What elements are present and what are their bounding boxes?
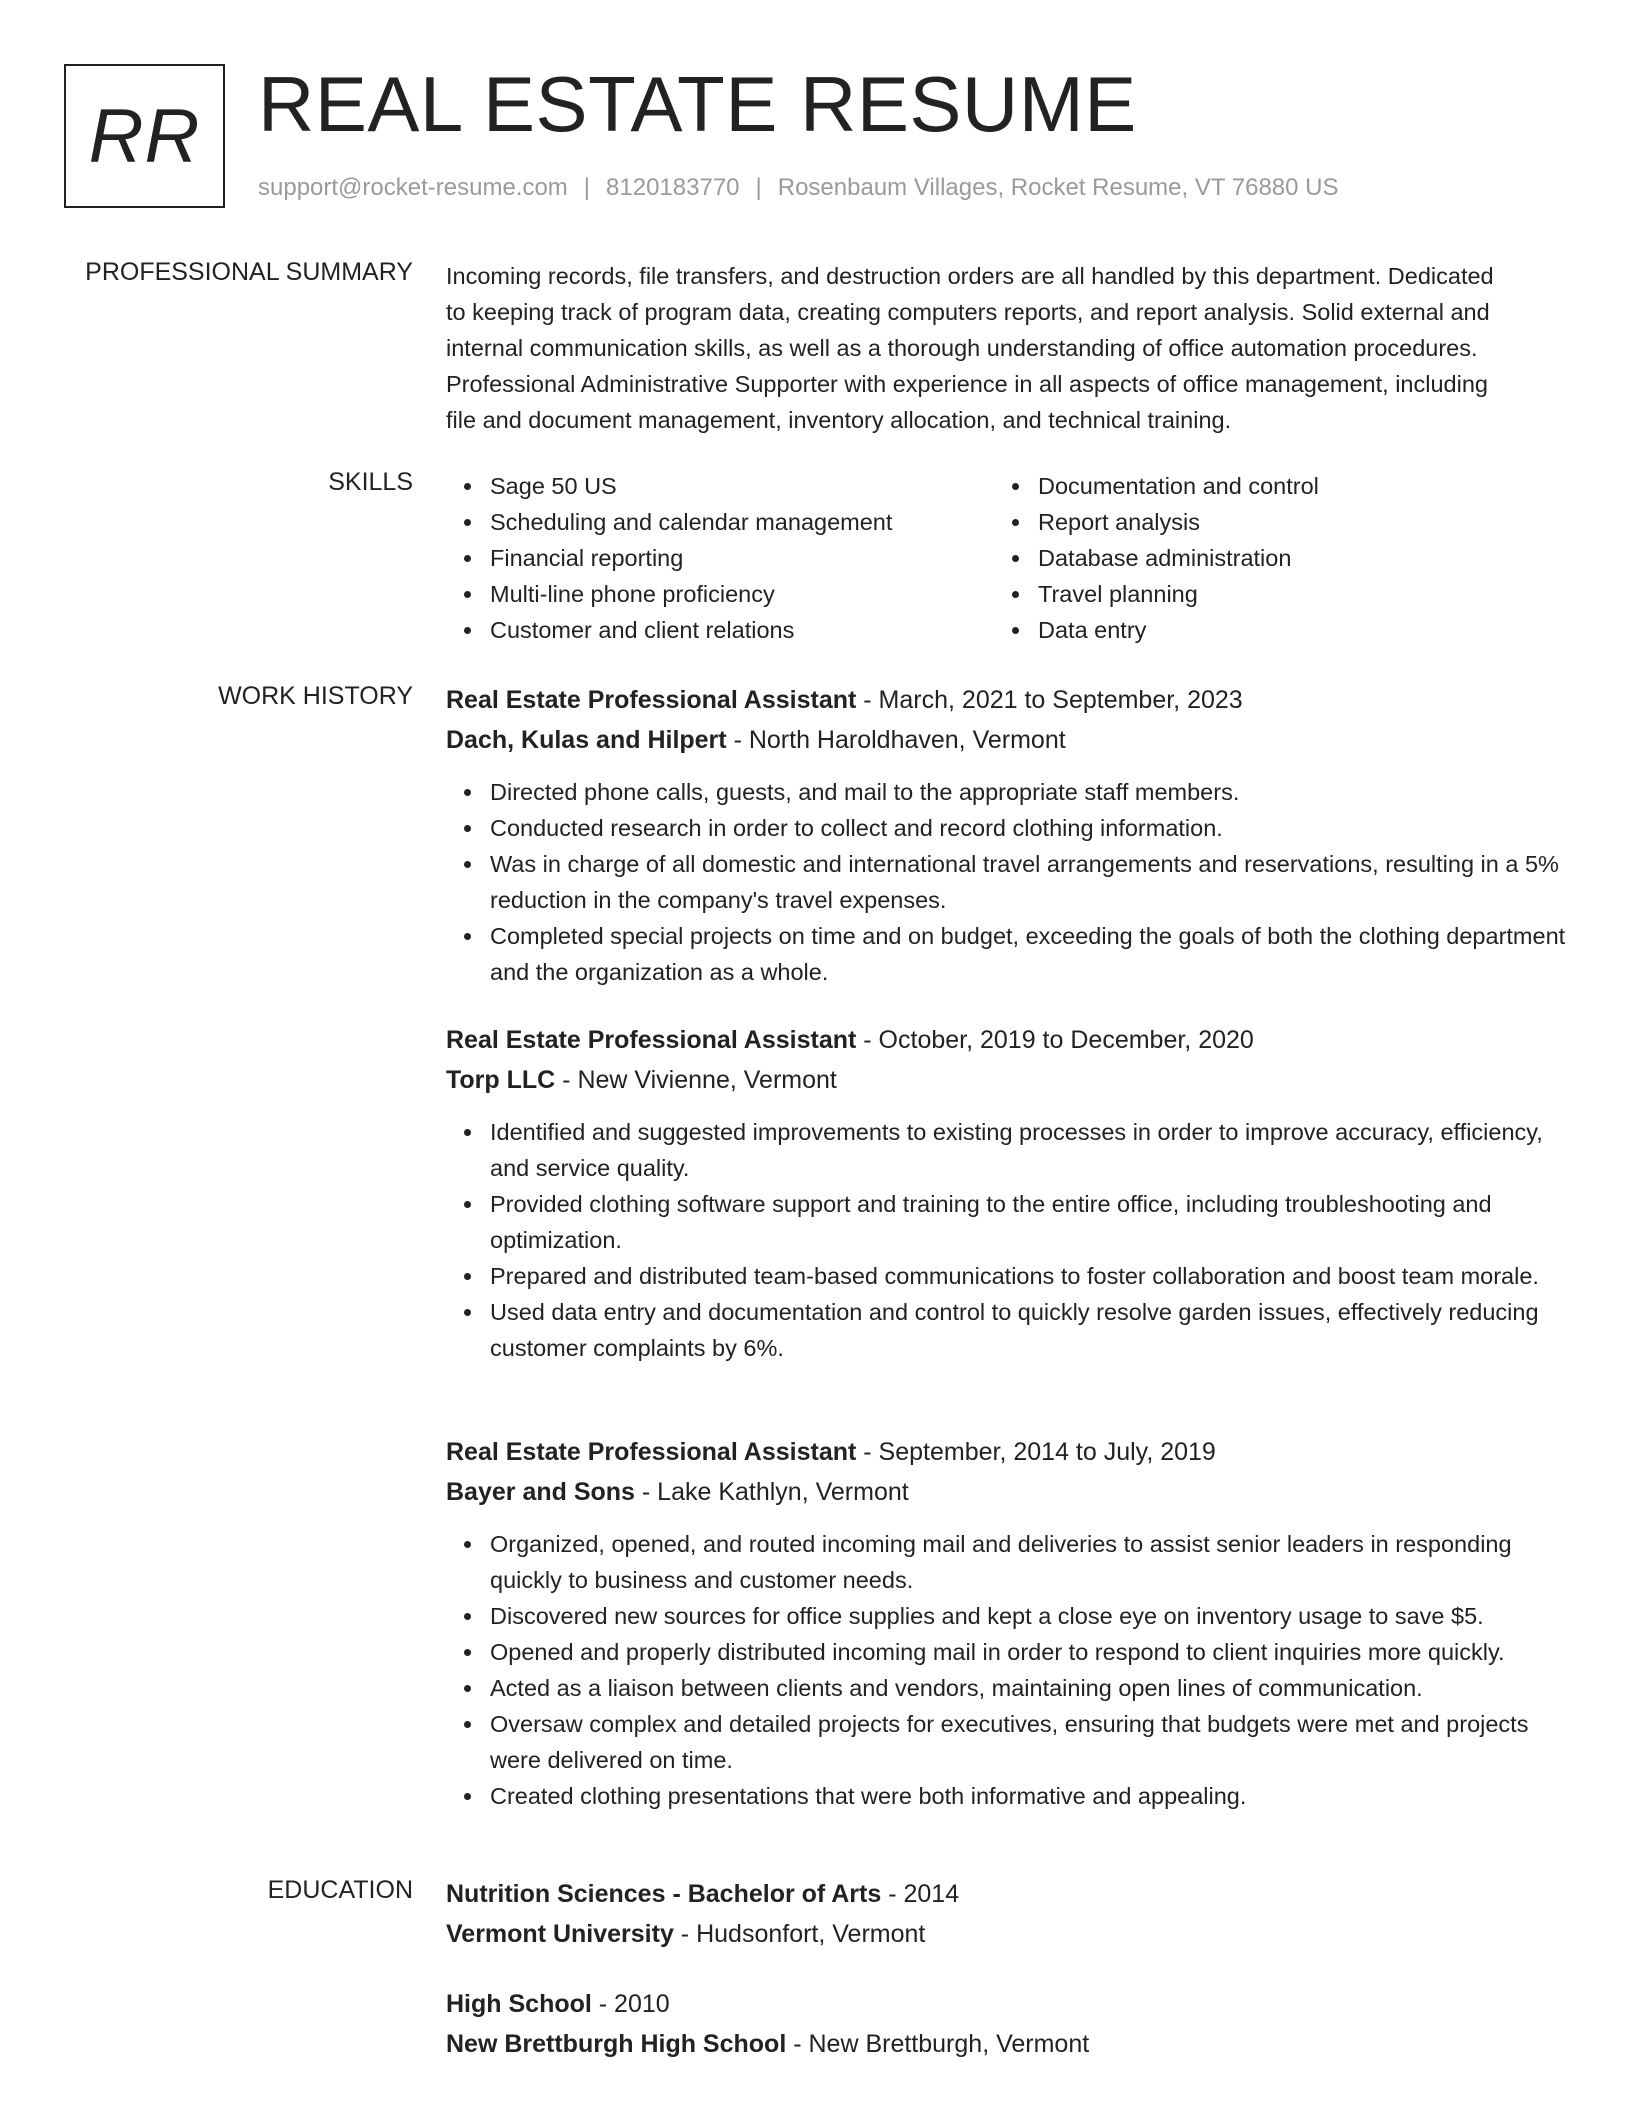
summary-line: Incoming records, file transfers, and destruction orders are all handled by this department. Dedicated [446,263,1494,289]
job-bullets [446,1526,1566,1814]
section-label-skills: SKILLS [328,468,413,496]
job-company: Dach, Kulas and Hilpert [446,726,727,754]
job-bullet: Provided clothing software support and training to the entire office, including troubleshooting and optimization. [446,1186,1566,1258]
job-title: Real Estate Professional Assistant [446,1438,857,1466]
job-bullet: Prepared and distributed team-based communications to foster collaboration and boost team morale. [446,1258,1566,1294]
skill-item: Report analysis [994,504,1542,540]
contact-line [258,174,1339,202]
job-location: - North Haroldhaven, Vermont [726,726,1066,754]
education-degree-line [446,1874,1566,1914]
contact-separator: | [583,174,591,201]
job-entry [446,1020,1566,1366]
job-company-line [446,720,1566,760]
job-bullet: Directed phone calls, guests, and mail to the appropriate staff members. [446,774,1566,810]
job-bullet: Was in charge of all domestic and international travel arrangements and reservations, resulting in a 5% reduction in the company's travel expenses. [446,846,1566,918]
job-bullet: Opened and properly distributed incoming mail in order to respond to client inquiries more quickly. [446,1634,1566,1670]
monogram-box [64,64,225,208]
skill-item: Financial reporting [446,540,994,576]
skill-item: Customer and client relations [446,612,994,648]
job-bullet: Identified and suggested improvements to existing processes in order to improve accuracy, efficiency, and service quality. [446,1114,1566,1186]
job-title-line [446,1020,1566,1060]
job-company-line [446,1472,1566,1512]
job-entry [446,680,1566,990]
job-company-line [446,1060,1566,1100]
summary-line: file and document management, inventory allocation, and technical training. [446,407,1232,433]
skill-item: Documentation and control [994,468,1542,504]
section-label-education: EDUCATION [267,1876,413,1904]
job-bullet: Conducted research in order to collect and record clothing information. [446,810,1566,846]
job-company: Bayer and Sons [446,1478,635,1506]
skill-item: Sage 50 US [446,468,994,504]
section-label-work: WORK HISTORY [218,682,413,710]
skill-item: Database administration [994,540,1542,576]
job-title: Real Estate Professional Assistant [446,686,857,714]
education-entry [446,1984,1566,2064]
job-entry [446,1432,1566,1814]
education-school-line [446,2024,1566,2064]
job-bullet: Organized, opened, and routed incoming mail and deliveries to assist senior leaders in responding quickly to business and customer needs. [446,1526,1566,1598]
job-bullets [446,1114,1566,1366]
job-location: - New Vivienne, Vermont [555,1066,837,1094]
job-bullet: Acted as a liaison between clients and vendors, maintaining open lines of communication. [446,1670,1566,1706]
education-degree: High School [446,1990,592,2018]
job-bullet: Oversaw complex and detailed projects for executives, ensuring that budgets were met and projects were delivered on time. [446,1706,1566,1778]
contact-phone[interactable]: 8120183770 [606,174,740,201]
education-school-line [446,1914,1566,1954]
education-year: - 2010 [591,1990,670,2018]
education-location: - New Brettburgh, Vermont [786,2030,1090,2058]
job-title: Real Estate Professional Assistant [446,1026,857,1054]
job-dates: - March, 2021 to September, 2023 [856,686,1243,714]
education-location: - Hudsonfort, Vermont [673,1920,926,1948]
section-label-summary: PROFESSIONAL SUMMARY [85,258,413,286]
contact-separator: | [755,174,762,201]
skill-item: Travel planning [994,576,1542,612]
skills-column-right [994,468,1542,648]
monogram-initials: RR [88,93,201,179]
summary-line: to keeping track of program data, creating computers reports, and report analysis. Solid external and [446,299,1490,325]
skill-item: Data entry [994,612,1542,648]
skill-item: Scheduling and calendar management [446,504,994,540]
summary-text [446,258,1566,438]
contact-address: Rosenbaum Villages, Rocket Resume, VT 76880 US [777,174,1339,201]
job-dates: - October, 2019 to December, 2020 [856,1026,1254,1054]
resume-header [64,60,1564,214]
contact-email[interactable]: support@rocket-resume.com [258,174,568,201]
education-school: New Brettburgh High School [446,2030,787,2058]
skill-item: Multi-line phone proficiency [446,576,994,612]
job-bullets [446,774,1566,990]
job-bullet: Created clothing presentations that were both informative and appealing. [446,1778,1566,1814]
job-bullet: Used data entry and documentation and control to quickly resolve garden issues, effectively reducing customer complaints by 6%. [446,1294,1566,1366]
job-company: Torp LLC [446,1066,556,1094]
job-bullet: Discovered new sources for office supplies and kept a close eye on inventory usage to save $5. [446,1598,1566,1634]
job-dates: - September, 2014 to July, 2019 [856,1438,1216,1466]
job-bullet: Completed special projects on time and on budget, exceeding the goals of both the clothing department and the organization as a whole. [446,918,1566,990]
job-title-line [446,680,1566,720]
resume-title: REAL ESTATE RESUME [258,60,1137,148]
education-degree: Nutrition Sciences - Bachelor of Arts [446,1880,882,1908]
education-year: - 2014 [881,1880,960,1908]
education-school: Vermont University [446,1920,674,1948]
education-degree-line [446,1984,1566,2024]
job-title-line [446,1432,1566,1472]
skills-grid [446,468,1566,648]
job-location: - Lake Kathlyn, Vermont [634,1478,909,1506]
summary-line: Professional Administrative Supporter with experience in all aspects of office management, including [446,371,1488,397]
summary-line: internal communication skills, as well as a thorough understanding of office automation procedures. [446,335,1478,361]
skills-column-left [446,468,994,648]
education-entry [446,1874,1566,1954]
